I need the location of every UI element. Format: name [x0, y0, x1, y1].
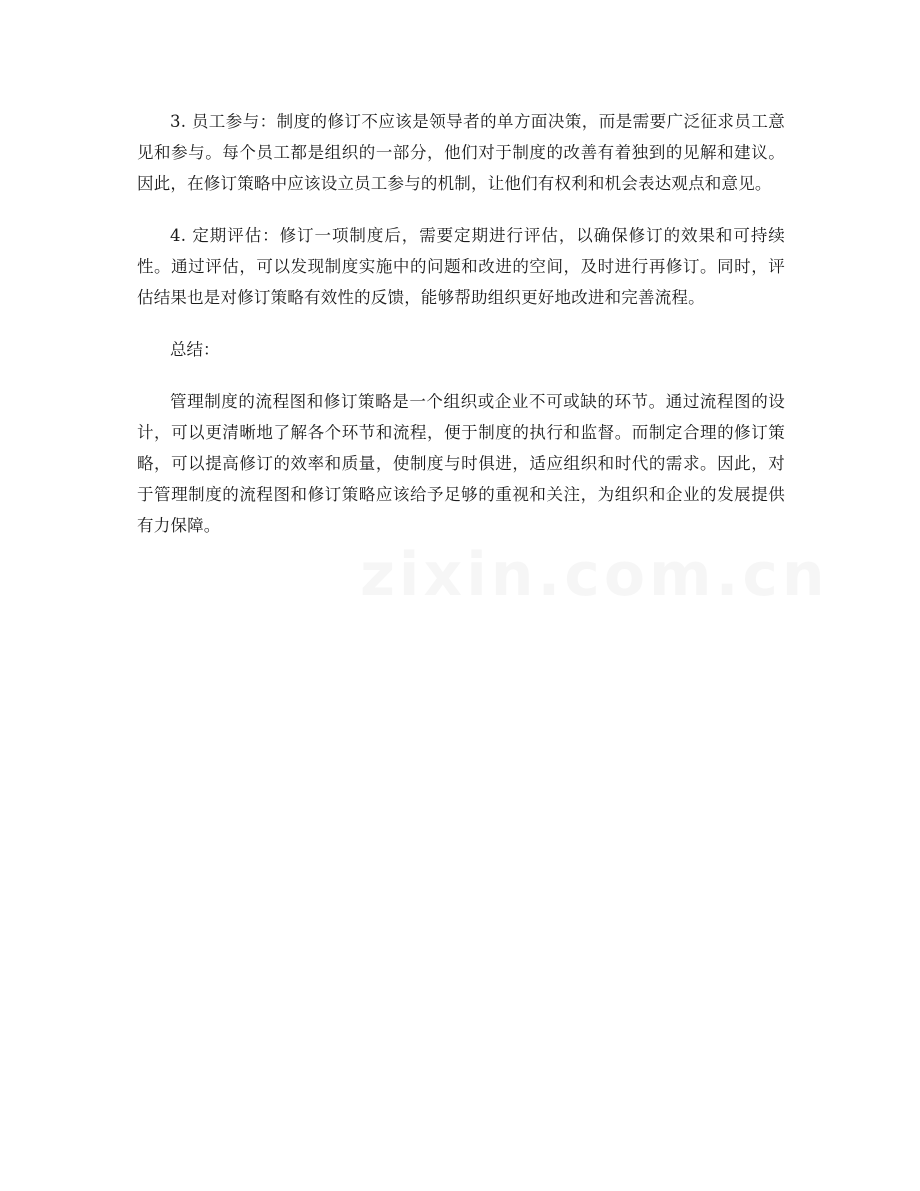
- paragraph-periodic-evaluation: 4. 定期评估：修订一项制度后，需要定期进行评估，以确保修订的效果和可持续性。通过评估，可以发现制度实施中的问题和改进的空间，及时进行再修订。同时，评估结果也是对修订策略有效性的反馈，能够帮助组织更好地改进和完善流程。: [137, 226, 785, 307]
- summary-heading: 总结：: [170, 340, 220, 359]
- summary-paragraph: 管理制度的流程图和修订策略是一个组织或企业不可或缺的环节。通过流程图的设计，可以更清晰地了解各个环节和流程，便于制度的执行和监督。而制定合理的修订策略，可以提高修订的效率和质量，使制度与时俱进，适应组织和时代的需求。因此，对于管理制度的流程图和修订策略应该给予足够的重视和关注，为组织和企业的发展提供有力保障。: [137, 392, 785, 535]
- paragraph-employee-participation: 3. 员工参与：制度的修订不应该是领导者的单方面决策，而是需要广泛征求员工意见和参与。每个员工都是组织的一部分，他们对于制度的改善有着独到的见解和建议。因此，在修订策略中应该设立员工参与的机制，让他们有权利和机会表达观点和意见。: [137, 112, 785, 193]
- document-body: [137, 106, 785, 562]
